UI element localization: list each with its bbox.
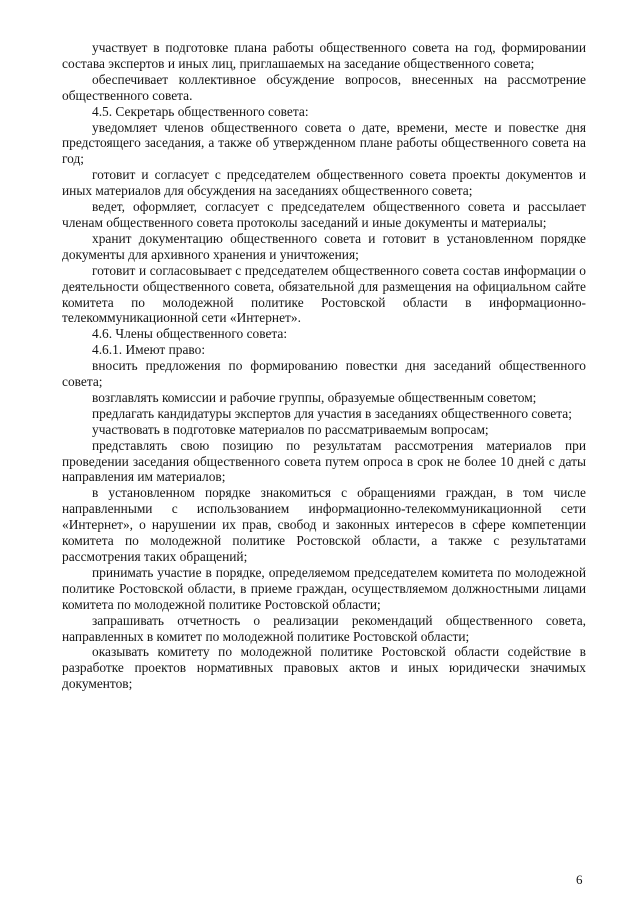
section-heading-4-5: 4.5. Секретарь общественного совета: (92, 103, 309, 119)
paragraph: готовит и согласовывает с председателем общественного совета состав информации о деятельности общественного совета, обязательной для размещения на официальном сайте комитета по молодежной политике Ростовской области в информационно-телекоммуникационной сети «Интернет». (62, 262, 586, 326)
paragraph: оказывать комитету по молодежной политике Ростовской области содействие в разработке проектов нормативных правовых актов и иных юридически значимых документов; (62, 644, 586, 692)
paragraph: обеспечивает коллективное обсуждение вопросов, внесенных на рассмотрение общественного совета. (62, 71, 586, 103)
paragraph: хранит документацию общественного совета и готовит в установленном порядке документы для архивного хранения и уничтожения; (62, 230, 586, 262)
paragraph: предлагать кандидатуры экспертов для участия в заседаниях общественного совета; (92, 405, 572, 421)
paragraph: готовит и согласует с председателем общественного совета проекты документов и иных материалов для обсуждения на заседаниях общественного совета; (62, 167, 586, 199)
paragraph: представлять свою позицию по результатам рассмотрения материалов при проведении заседания общественного совета путем опроса в срок не более 10 дней с даты направления им материалов; (62, 437, 586, 485)
section-heading-4-6-1: 4.6.1. Имеют право: (92, 342, 206, 358)
document-body (62, 40, 586, 692)
paragraph: вносить предложения по формированию повестки дня заседаний общественного совета; (62, 358, 586, 390)
section-heading-4-6: 4.6. Члены общественного совета: (92, 326, 288, 342)
paragraph: запрашивать отчетность о реализации рекомендаций общественного совета, направленных в комитет по молодежной политике Ростовской области; (62, 612, 586, 644)
paragraph: возглавлять комиссии и рабочие группы, образуемые общественным советом; (92, 389, 537, 405)
page-number: 6 (576, 872, 583, 887)
paragraph: участвовать в подготовке материалов по рассматриваемым вопросам; (92, 421, 489, 437)
paragraph: принимать участие в порядке, определяемом председателем комитета по молодежной политике Ростовской области, в приеме граждан, осуществляемом должностными лицами комитета по молодежной политике Ростовской области; (62, 564, 586, 612)
paragraph: в установленном порядке знакомиться с обращениями граждан, в том числе направленными с использованием информационно-телекоммуникационной сети «Интернет», о нарушении их прав, свобод и законных интересов в сфере компетенции комитета по молодежной политике Ростовской области, а также с результатами рассмотрения таких обращений; (62, 485, 586, 564)
paragraph: участвует в подготовке плана работы общественного совета на год, формировании состава экспертов и иных лиц, приглашаемых на заседание общественного совета; (62, 40, 586, 71)
paragraph: ведет, оформляет, согласует с председателем общественного совета и рассылает членам общественного совета протоколы заседаний и иные документы и материалы; (62, 199, 586, 230)
paragraph: уведомляет членов общественного совета о дате, времени, месте и повестке дня предстоящего заседания, а также об утвержденном плане работы общественного совета на год; (62, 119, 586, 167)
